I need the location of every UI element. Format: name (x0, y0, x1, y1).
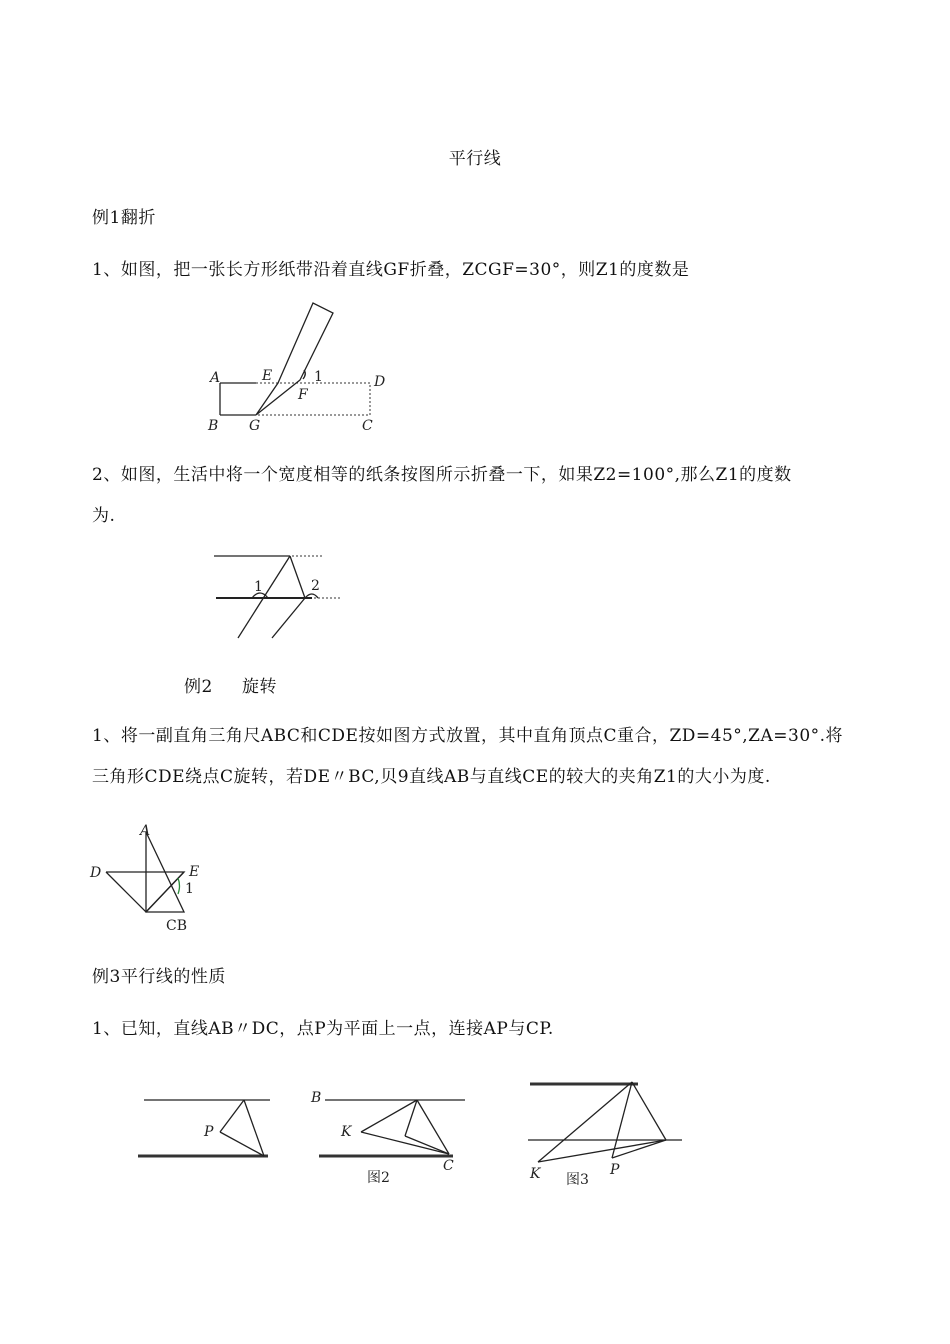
segment-pc (612, 1140, 666, 1158)
label-b: B (208, 418, 219, 434)
strip-edge-right (272, 598, 305, 638)
label-a: A (210, 370, 221, 386)
section-example-2-name: 旋转 (242, 677, 277, 697)
segment-ac (632, 1082, 666, 1140)
triangle-cde (106, 872, 184, 912)
problem-3-1: 1、已知，直线AB〃DC，点P为平面上一点，连接AP与CP. (92, 1019, 554, 1039)
angle-1-arc (178, 878, 180, 894)
problem-2-1-line1: 1、将一副直角三角尺ABC和CDE按如图方式放置，其中直角顶点C重合，ZD=45°,ZA=30°.将 (92, 726, 844, 746)
label-g: G (249, 418, 261, 434)
label-k: K (341, 1124, 352, 1140)
segment-kc (538, 1140, 666, 1162)
figure-caption-3: 图3 (566, 1172, 589, 1188)
label-p: P (204, 1124, 214, 1140)
page-title: 平行线 (448, 149, 502, 169)
folded-strip (256, 303, 333, 415)
label-1: 1 (314, 369, 323, 385)
label-d: D (90, 865, 102, 881)
figure-paper-strip (210, 548, 350, 648)
label-b: B (311, 1090, 322, 1106)
segment-ac (244, 1100, 264, 1156)
problem-1-2-line2: 为. (92, 506, 116, 526)
segment-ap (220, 1100, 244, 1132)
segment-ac (417, 1100, 449, 1154)
problem-2-1-line2: 三角形CDE绕点C旋转，若DE〃BC,贝9直线AB与直线CE的较大的夹角Z1的大小为度. (92, 767, 771, 787)
label-a: A (140, 823, 151, 839)
section-example-2-number: 例2 (184, 677, 213, 697)
figure-fold-strip (200, 300, 400, 440)
strip-fold-edge (290, 556, 305, 598)
label-c: C (362, 418, 373, 434)
segment-ak (538, 1082, 632, 1162)
label-1: 1 (254, 579, 263, 595)
label-p: P (610, 1162, 620, 1178)
problem-1-2-line1: 2、如图，生活中将一个宽度相等的纸条按图所示折叠一下，如果Z2=100°,那么Z1的度数 (92, 465, 792, 485)
label-e: E (189, 864, 200, 880)
label-c: C (443, 1158, 454, 1174)
figure-caption-2: 图2 (367, 1170, 390, 1186)
rectangle-outline (220, 383, 370, 415)
section-example-3: 例3平行线的性质 (92, 967, 226, 987)
section-example-1: 例1翻折 (92, 208, 156, 228)
label-e: E (262, 368, 273, 384)
label-d: D (374, 374, 386, 390)
label-cb: CB (166, 918, 187, 934)
label-2: 2 (311, 578, 320, 594)
problem-1-1: 1、如图，把一张长方形纸带沿着直线GF折叠，ZCGF=30°，则Z1的度数是 (92, 260, 690, 280)
label-1: 1 (185, 881, 194, 897)
figure-parallel-3 (520, 1070, 700, 1190)
figure-parallel-2 (305, 1082, 475, 1192)
label-f: F (298, 387, 308, 403)
figure-parallel-1 (130, 1082, 280, 1192)
label-k: K (530, 1166, 541, 1182)
figure-set-squares (88, 820, 218, 940)
